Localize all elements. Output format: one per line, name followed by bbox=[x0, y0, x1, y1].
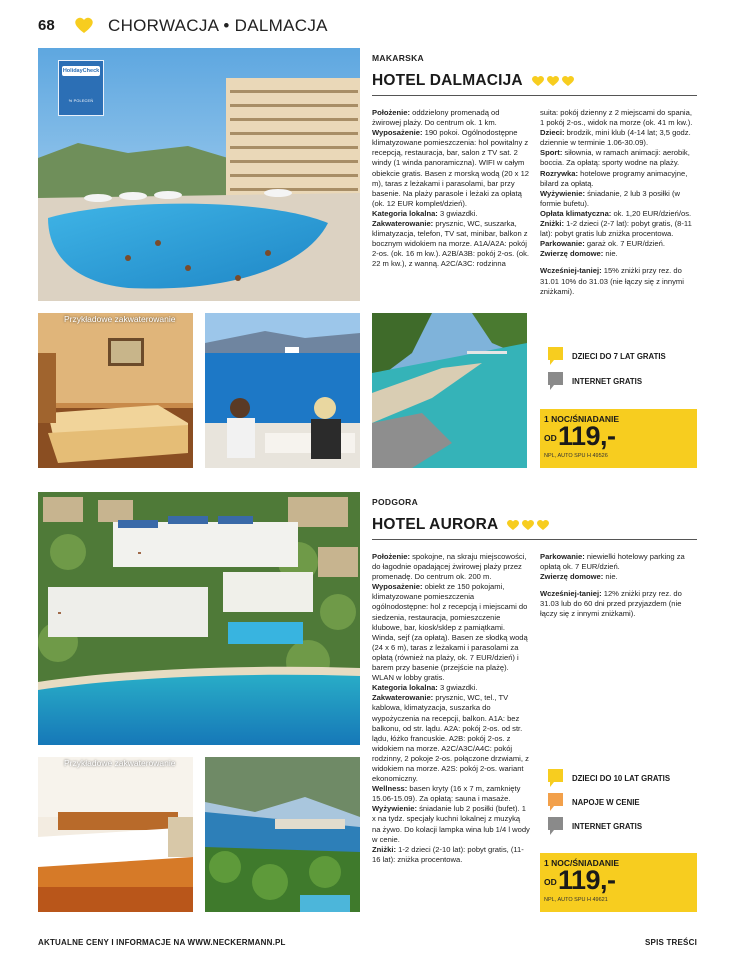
paragraph-label: Kategoria lokalna: bbox=[372, 208, 438, 218]
description-paragraph bbox=[372, 804, 530, 844]
paragraph-text: ok. 1,20 EUR/dzień/os. bbox=[611, 208, 692, 218]
paragraph-label: Zniżki: bbox=[372, 844, 397, 854]
description-paragraph bbox=[540, 552, 697, 572]
hotel2-location: PODGORA bbox=[372, 497, 419, 507]
hotel2-coast-photo bbox=[205, 757, 360, 912]
paragraph-label: Zakwaterowanie: bbox=[372, 219, 434, 229]
paragraph-label: Wyposażenie: bbox=[372, 128, 423, 138]
description-paragraph bbox=[372, 582, 530, 683]
paragraph-label: Zniżki: bbox=[540, 219, 565, 229]
description-paragraph bbox=[372, 108, 530, 128]
paragraph-text: prysznic, WC, tel., TV kablowa, klimatyzacja, suszarka do wypożyczenia na recepcji, balkon. A1A: bez balkonu, od str. lądu. A2A: pokój 2-os. od str. lądu, łóżko francuskie. A2B: pokój 2-os. z widokiem na morze. A2C/A3C/A4C: pokój rodzinny, 2 pokoje 2-os. połączone drzwiami, z widokiem na morze. A2S: pokój 2-os. wariant ekonomiczny. bbox=[372, 693, 529, 784]
price-from-label: OD bbox=[544, 877, 557, 887]
hotel1-rating-hearts-icon bbox=[531, 75, 575, 87]
paragraph-text: hotelowe programy animacyjne, bilard za opłatą. bbox=[540, 168, 688, 188]
badge-label: DZIECI DO 7 LAT GRATIS bbox=[572, 352, 666, 361]
price-value: 119,- bbox=[558, 865, 616, 895]
price-value: 119,- bbox=[558, 421, 616, 451]
description-paragraph bbox=[372, 784, 530, 804]
paragraph-label: Położenie: bbox=[372, 108, 410, 117]
badge-chip-icon bbox=[548, 347, 563, 365]
hotel2-main-photo bbox=[38, 492, 360, 745]
paragraph-label: Wyposażenie: bbox=[372, 582, 423, 592]
holidaycheck-badge bbox=[58, 60, 104, 116]
paragraph-label: Dzieci: bbox=[540, 128, 565, 138]
description-paragraph bbox=[372, 845, 530, 865]
paragraph-label: Wellness: bbox=[372, 784, 408, 794]
badge-chip-icon bbox=[548, 793, 563, 811]
paragraph-text: basen kryty (16 x 7 m, zamknięty 15.06-15.09). Za opłatą: sauna i masaże. bbox=[372, 784, 521, 804]
hotel1-location: MAKARSKA bbox=[372, 53, 424, 63]
description-paragraph bbox=[372, 693, 530, 784]
paragraph-text: śniadanie, 2 lub 3 posiłki (w formie bufetu). bbox=[540, 188, 680, 208]
hotel1-beach-photo bbox=[372, 313, 527, 468]
page-number: 68 bbox=[38, 17, 55, 34]
description-paragraph bbox=[540, 266, 697, 296]
paragraph-text: siłownia, w ramach animacji: aerobik, boccia. Za opłatą: sporty wodne na plaży. bbox=[540, 148, 690, 168]
paragraph-text: garaż ok. 7 EUR/dzień. bbox=[584, 239, 665, 249]
hotel1-terrace-photo bbox=[205, 313, 360, 468]
hotel1-main-photo bbox=[38, 48, 360, 301]
description-paragraph bbox=[372, 683, 530, 693]
paragraph-label: Parkowanie: bbox=[540, 239, 585, 249]
hotel2-photo-caption: Przykładowe zakwaterowanie bbox=[64, 758, 176, 768]
hotel2-price-box bbox=[540, 853, 697, 912]
price-title: 1 NOC/ŚNIADANIE bbox=[544, 858, 620, 868]
badge-label: DZIECI DO 10 LAT GRATIS bbox=[572, 774, 671, 783]
description-paragraph bbox=[540, 249, 697, 259]
description-paragraph bbox=[540, 169, 697, 189]
description-paragraph bbox=[372, 209, 530, 219]
hotel2-name bbox=[372, 516, 550, 534]
paragraph-text: oddzielony promenadą od żwirowej plaży. Do centrum ok. 1 km. bbox=[372, 108, 500, 128]
description-paragraph bbox=[372, 219, 530, 269]
heart-logo-icon bbox=[74, 16, 94, 34]
paragraph-label: Wyżywienie: bbox=[540, 188, 586, 198]
paragraph-label: Opłata klimatyczna: bbox=[540, 208, 612, 218]
paragraph-label: Wyżywienie: bbox=[372, 804, 418, 814]
paragraph-label: Położenie: bbox=[372, 552, 410, 561]
paragraph-text: nie. bbox=[603, 249, 618, 259]
description-paragraph bbox=[540, 148, 697, 168]
description-paragraph bbox=[540, 589, 697, 619]
description-paragraph bbox=[540, 189, 697, 209]
description-paragraph bbox=[540, 239, 697, 249]
hotel1-description-col2 bbox=[540, 108, 697, 297]
holidaycheck-text: % POLECEŃ bbox=[68, 99, 94, 103]
hotel1-name bbox=[372, 72, 575, 90]
hotel2-badges bbox=[548, 769, 698, 839]
paragraph-gap bbox=[540, 582, 697, 589]
paragraph-text: suita: pokój dzienny z 2 miejscami do spania, 1 pokój 2-os., widok na morze (ok. 41 m kw.). bbox=[540, 108, 693, 128]
hotel2-description-col1 bbox=[372, 552, 530, 865]
section-title: CHORWACJA • DALMACJA bbox=[108, 16, 328, 35]
price-note: NPL, AUTO SPU H 49621 bbox=[544, 897, 608, 903]
footer-toc-link[interactable]: SPIS TREŚCI bbox=[645, 938, 697, 947]
hotel1-photo-caption: Przykładowe zakwaterowanie bbox=[64, 314, 176, 324]
hotel1-room-photo bbox=[38, 313, 193, 468]
description-paragraph bbox=[540, 219, 697, 239]
paragraph-text: śniadanie lub 2 posiłki (bufet). 1 x na tydz. specjały kuchni lokalnej z muzyką na żywo. Do kolacji lampka wina lub 1/4 l wody w cenie. bbox=[372, 804, 530, 844]
hotel1-price-box bbox=[540, 409, 697, 468]
hotel2-rating-hearts-icon bbox=[506, 519, 550, 531]
paragraph-label: Rozrywka: bbox=[540, 168, 578, 178]
paragraph-text: obiekt ze 150 pokojami, klimatyzowane pomieszczenia ogólnodostępne: hol z recepcją i miejscami do siedzenia, restauracja, pomieszczenie klubowe, bar, kiosk/sklep z pamiątkami. Winda, sejf (za opłatą). Basen ze słodką wodą (24 x 6 m), taras z leżakami i parasolami za opłatą (również na plaży, ok. 7 EUR/dzień) i barem przy basenie (przejście na plażę). WLAN w lobby gratis. bbox=[372, 582, 528, 683]
paragraph-text: 3 gwiazdki. bbox=[437, 683, 478, 693]
hotel2-name-text: HOTEL AURORA bbox=[372, 516, 498, 533]
footer-website-link[interactable]: AKTUALNE CENY I INFORMACJE NA WWW.NECKERMANN.PL bbox=[38, 938, 286, 947]
hotel1-name-text: HOTEL DALMACIJA bbox=[372, 72, 523, 89]
hotel2-description-col2 bbox=[540, 552, 697, 620]
holidaycheck-logo: HolidayCheck bbox=[62, 68, 100, 74]
hotel1-badges bbox=[548, 347, 698, 407]
description-paragraph bbox=[372, 552, 530, 582]
paragraph-text: 1-2 dzieci (2-7 lat): pobyt gratis, (8-11 lat): pobyt gratis lub zniżka procentowa. bbox=[540, 219, 692, 239]
paragraph-text: niewielki hotelowy parking za opłatą ok. 7 EUR/dzień. bbox=[540, 552, 685, 572]
paragraph-label: Zwierzę domowe: bbox=[540, 249, 604, 259]
paragraph-text: 15% zniżki przy rez. do 31.01 10% do 31.03 (nie łączy się z innymi zniżkami). bbox=[540, 266, 684, 296]
hotel2-divider bbox=[372, 539, 697, 540]
price-title: 1 NOC/ŚNIADANIE bbox=[544, 414, 620, 424]
paragraph-label: Zwierzę domowe: bbox=[540, 572, 604, 582]
paragraph-label: Wcześniej-taniej: bbox=[540, 266, 602, 276]
paragraph-label: Parkowanie: bbox=[540, 552, 585, 561]
paragraph-text: 12% zniżki przy rez. do 31.03 lub do 60 dni przed przyjazdem (nie łączy się z innymi zniżkami). bbox=[540, 589, 682, 619]
paragraph-label: Sport: bbox=[540, 148, 563, 158]
paragraph-text: 1-2 dzieci (2-10 lat): pobyt gratis, (11-16 lat): zniżka procentowa. bbox=[372, 844, 524, 864]
paragraph-text: 3 gwiazdki. bbox=[437, 208, 478, 218]
description-paragraph bbox=[540, 128, 697, 148]
paragraph-text: nie. bbox=[603, 572, 618, 582]
paragraph-label: Kategoria lokalna: bbox=[372, 683, 438, 693]
description-paragraph bbox=[540, 209, 697, 219]
paragraph-text: brodzik, mini klub (4-14 lat; 3,5 godz. dziennie w terminie 1.06-30.09). bbox=[540, 128, 691, 148]
price-note: NPL, AUTO SPU H 49526 bbox=[544, 453, 608, 459]
price-from-label: OD bbox=[544, 433, 557, 443]
paragraph-text: prysznic, WC, suszarka, klimatyzacja, telefon, TV sat, minibar, balkon z bocznym widokiem na morze. A1A/A2A: pokój 2-os. (ok. 16 m kw.). A2B/A3B: pokój 2-os. (ok. 22 m kw.), z wanną. A2C/A3C: rodzinna bbox=[372, 219, 530, 269]
paragraph-label: Wcześniej-taniej: bbox=[540, 589, 602, 599]
hotel1-divider bbox=[372, 95, 697, 96]
badge-label: INTERNET GRATIS bbox=[572, 377, 643, 386]
badge-label: INTERNET GRATIS bbox=[572, 822, 643, 831]
description-paragraph bbox=[540, 108, 697, 128]
paragraph-label: Zakwaterowanie: bbox=[372, 693, 434, 703]
badge-chip-icon bbox=[548, 769, 563, 787]
paragraph-text: 190 pokoi. Ogólnodostępne klimatyzowane pomieszczenia: hol powitalny z recepcją, restauracja, bar, salon z TV sat. 2 windy (1 winda panoramiczna). WIFI w całym obiekcie gratis. Basen z morską wodą (20 x 12 m), taras z leżakami i parasolami, bar przy basenie. Na plaży parasole i leżaki za opłatą (ok. 12 EUR komplet/dzień). bbox=[372, 128, 530, 208]
badge-chip-icon bbox=[548, 817, 563, 835]
paragraph-text: spokojne, na skraju miejscowości, do łagodnie opadającej żwirowej plaży przez promenadę. Do centrum ok. 200 m. bbox=[372, 552, 527, 582]
hotel2-room-photo bbox=[38, 757, 193, 912]
description-paragraph bbox=[372, 128, 530, 209]
paragraph-gap bbox=[540, 259, 697, 266]
badge-chip-icon bbox=[548, 372, 563, 390]
hotel1-description-col1 bbox=[372, 108, 530, 270]
badge-label: NAPOJE W CENIE bbox=[572, 798, 640, 807]
description-paragraph bbox=[540, 572, 697, 582]
